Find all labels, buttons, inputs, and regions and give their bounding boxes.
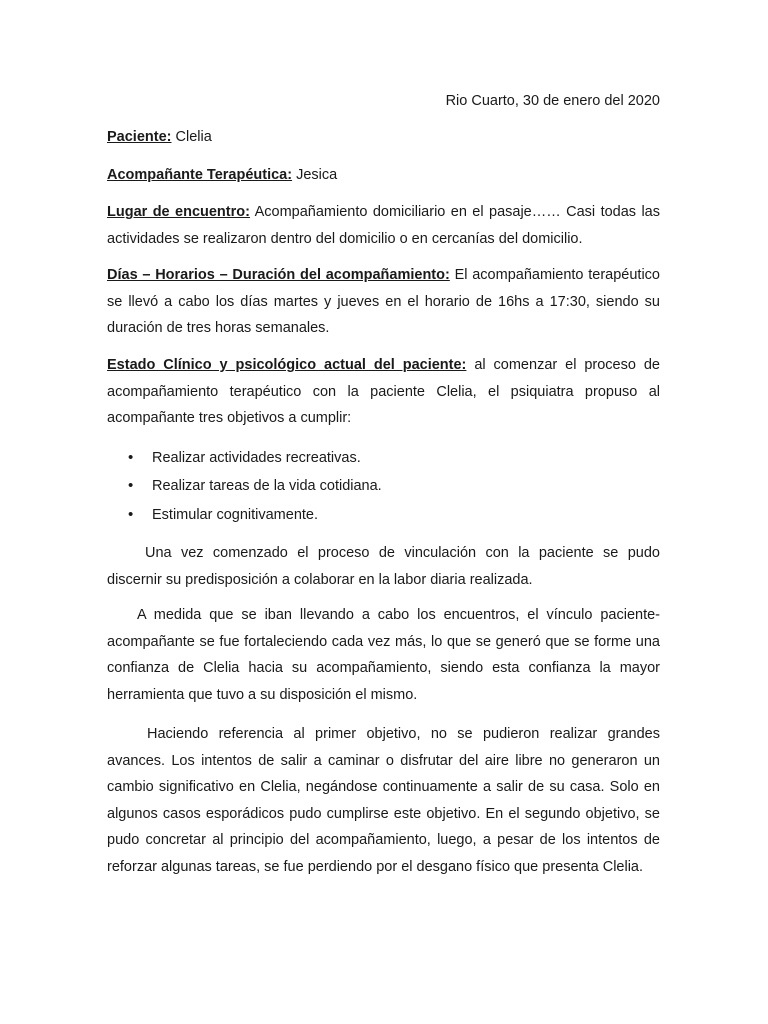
meeting-place-text: Acompañamiento domiciliario en el pasaje…… Casi todas las actividades se realizaron dentro del domicilio o en cercanías del domicilio.	[107, 204, 660, 247]
bullet-icon: •	[128, 477, 134, 494]
document-page: Rio Cuarto, 30 de enero del 2020 Paciente: Clelia Acompañante Terapéutica: Jesica Lugar de encuentro: Acompañamiento domiciliario en el pasaje…… Casi todas las actividades se realizaron dentro del domicilio o en cercanías del domicilio. Días – Horarios – Duración del acompañamiento: El acompañamiento terapéutico se llevó a cabo los días martes y jueves en el horario de 16hs a 17:30, siendo su duración de tres horas semanales. Estado Clínico y psicológico actual del paciente: al comenzar el proceso de acompañamiento terapéutico con la paciente Clelia, el psiquiatra propuso al acompañante tres objetivos a cumplir: • Realizar actividades recreativas. • Realizar tareas de la vida cotidiana. • Estimular cognitivamente. Una vez comenzado el proceso de vinculación con la paciente se pudo discernir su predisposición a colaborar en la labor diaria realizada. A medida que se iban llevando a cabo los encuentros, el vínculo paciente-acompañante se fue fortaleciendo cada vez más, lo que se generó que se forme una confianza de Clelia hacia su acompañamiento, siendo esta confianza la mayor herramienta que tuvo a su disposición el mismo. Haciendo referencia al primer objetivo, no se pudieron realizar grandes avances. Los intentos de salir a caminar o disfrutar del aire libre no generaron un cambio significativo en Clelia, negándose continuamente a salir de su casa. Solo en algunos casos esporádicos pudo cumplirse este objetivo. En el segundo objetivo, se pudo concretar al principio del acompañamiento, luego, a pesar de los intentos de reforzar algunas tareas, se fue perdiendo por el desgano físico que presenta Clelia.	[0, 0, 768, 1024]
patient-value: Clelia	[175, 129, 212, 145]
companion-field	[107, 162, 660, 189]
clinical-state-label: Estado Clínico y psicológico actual del paciente:	[107, 357, 467, 373]
paragraph-vinculacion: Una vez comenzado el proceso de vinculación con la paciente se pudo discernir su predisposición a colaborar en la labor diaria realizada.	[107, 545, 660, 588]
clinical-state-paragraph	[107, 352, 660, 432]
patient-label: Paciente:	[107, 129, 172, 145]
paragraph-objetivos: Haciendo referencia al primer objetivo, no se pudieron realizar grandes avances. Los intentos de salir a caminar o disfrutar del aire libre no generaron un cambio significativo en Clelia, negándose continuamente a salir de su casa. Solo en algunos casos esporádicos pudo cumplirse este objetivo. En el segundo objetivo, se pudo concretar al principio del acompañamiento, luego, a pesar de los intentos de reforzar algunas tareas, se fue perdiendo por el desgano físico que presenta Clelia.	[107, 726, 660, 875]
date-line: Rio Cuarto, 30 de enero del 2020	[445, 93, 660, 109]
clinical-state-text: al comenzar el proceso de acompañamiento terapéutico con la paciente Clelia, el psiquiatra propuso al acompañante tres objetivos a cumplir:	[107, 357, 660, 426]
patient-field	[107, 124, 660, 151]
schedule-paragraph	[107, 262, 660, 342]
companion-label: Acompañante Terapéutica:	[107, 167, 293, 183]
schedule-label: Días – Horarios – Duración del acompañamiento:	[107, 267, 450, 283]
paragraph-vinculo: A medida que se iban llevando a cabo los encuentros, el vínculo paciente-acompañante se fue fortaleciendo cada vez más, lo que se generó que se forme una confianza de Clelia hacia su acompañamiento, siendo esta confianza la mayor herramienta que tuvo a su disposición el mismo.	[107, 607, 660, 703]
meeting-place-paragraph	[107, 199, 660, 252]
schedule-text: El acompañamiento terapéutico se llevó a cabo los días martes y jueves en el horario de 16hs a 17:30, siendo su duración de tres horas semanales.	[107, 267, 660, 336]
companion-value: Jesica	[296, 167, 338, 183]
meeting-place-label: Lugar de encuentro:	[107, 204, 250, 220]
bullet-icon: •	[128, 506, 134, 523]
bullet-icon: •	[128, 449, 134, 466]
